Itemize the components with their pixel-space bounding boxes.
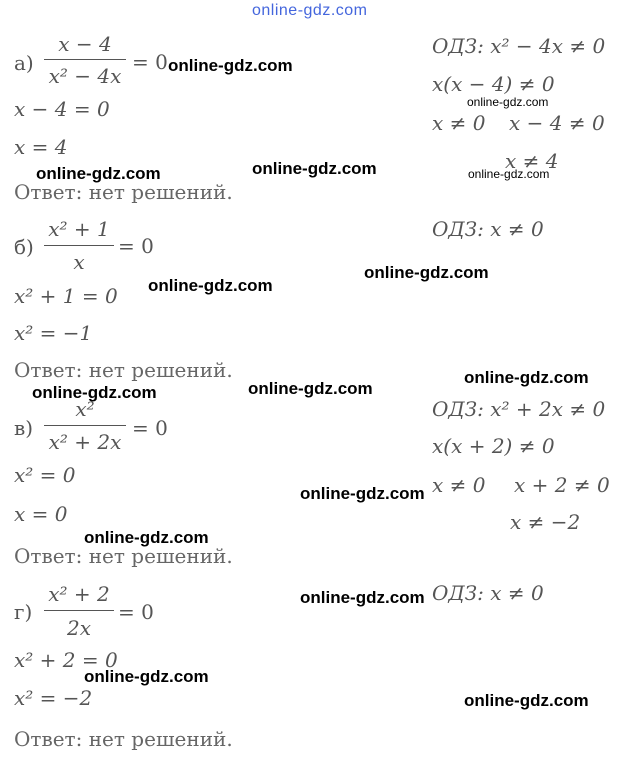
fraction-bar — [44, 245, 114, 246]
fraction-bar — [44, 610, 114, 611]
part-b-denominator: x — [73, 250, 85, 274]
part-b-odz-line1: ОДЗ: x ≠ 0 — [432, 217, 544, 241]
part-a-odz-line4: x ≠ 4 — [505, 149, 559, 173]
part-d-fraction — [44, 580, 114, 638]
part-a-odz-line1: ОДЗ: x² − 4x ≠ 0 — [432, 34, 606, 58]
watermark: online-gdz.com — [252, 159, 377, 178]
watermark: online-gdz.com — [148, 276, 273, 295]
watermark: online-gdz.com — [84, 528, 209, 547]
part-a-step1: x − 4 = 0 — [14, 97, 110, 121]
part-d-step2: x² = −2 — [14, 686, 93, 710]
watermark: online-gdz.com — [84, 667, 209, 686]
part-c-denominator: x² + 2x — [48, 430, 122, 454]
top-watermark: online-gdz.com — [252, 2, 368, 19]
watermark: online-gdz.com — [464, 691, 589, 710]
watermark: online-gdz.com — [364, 263, 489, 282]
part-b-numerator: x² + 1 — [48, 217, 110, 241]
watermark: online-gdz.com — [168, 56, 293, 75]
part-d-odz-line1: ОДЗ: x ≠ 0 — [432, 581, 544, 605]
part-c-label: в) — [14, 416, 34, 440]
part-c-eq-rhs: = 0 — [132, 416, 168, 440]
part-a-eq-rhs: = 0 — [132, 50, 168, 74]
part-c-step2: x = 0 — [14, 502, 68, 526]
part-b-fraction — [44, 214, 114, 272]
part-a-odz-line2: x(x − 4) ≠ 0 — [432, 72, 555, 96]
part-b-answer: Ответ: нет решений. — [14, 358, 233, 382]
part-c-odz-line1: ОДЗ: x² + 2x ≠ 0 — [432, 397, 606, 421]
watermark: online-gdz.com — [32, 383, 157, 402]
part-c-numerator: x² — [75, 397, 95, 421]
part-d-step1: x² + 2 = 0 — [14, 648, 118, 672]
part-d-denominator: 2x — [66, 616, 91, 640]
part-b-eq-rhs: = 0 — [118, 234, 154, 258]
part-d-eq-rhs: = 0 — [118, 600, 154, 624]
part-a-step2: x = 4 — [14, 135, 68, 159]
watermark: online-gdz.com — [464, 368, 589, 387]
part-c-odz-line2: x(x + 2) ≠ 0 — [432, 434, 555, 458]
part-a-fraction — [44, 30, 126, 86]
part-b-step2: x² = −1 — [14, 321, 93, 345]
watermark: online-gdz.com — [248, 379, 373, 398]
part-d-label: г) — [14, 600, 33, 624]
part-d-numerator: x² + 2 — [48, 582, 110, 606]
part-c-odz-line3a: x ≠ 0 — [432, 473, 486, 497]
part-a-answer: Ответ: нет решений. — [14, 180, 233, 204]
part-c-odz-line3b: x + 2 ≠ 0 — [514, 473, 610, 497]
part-c-step1: x² = 0 — [14, 463, 76, 487]
part-a-odz-line3a: x ≠ 0 — [432, 111, 486, 135]
fraction-bar — [44, 59, 126, 60]
fraction-bar — [44, 425, 126, 426]
part-b-label: б) — [14, 235, 34, 259]
part-a-odz-line3b: x − 4 ≠ 0 — [509, 111, 605, 135]
part-c-fraction — [44, 396, 126, 452]
part-a-numerator: x − 4 — [58, 32, 112, 56]
part-c-answer: Ответ: нет решений. — [14, 544, 233, 568]
small-watermark: online-gdz.com — [467, 95, 549, 109]
part-a-denominator: x² − 4x — [48, 64, 122, 88]
watermark: online-gdz.com — [36, 164, 161, 183]
part-b-step1: x² + 1 = 0 — [14, 284, 118, 308]
part-d-answer: Ответ: нет решений. — [14, 727, 233, 751]
watermark: online-gdz.com — [300, 484, 425, 503]
part-c-odz-line4: x ≠ −2 — [510, 510, 581, 534]
small-watermark: online-gdz.com — [468, 167, 550, 181]
part-a-label: а) — [14, 51, 34, 75]
watermark: online-gdz.com — [300, 588, 425, 607]
